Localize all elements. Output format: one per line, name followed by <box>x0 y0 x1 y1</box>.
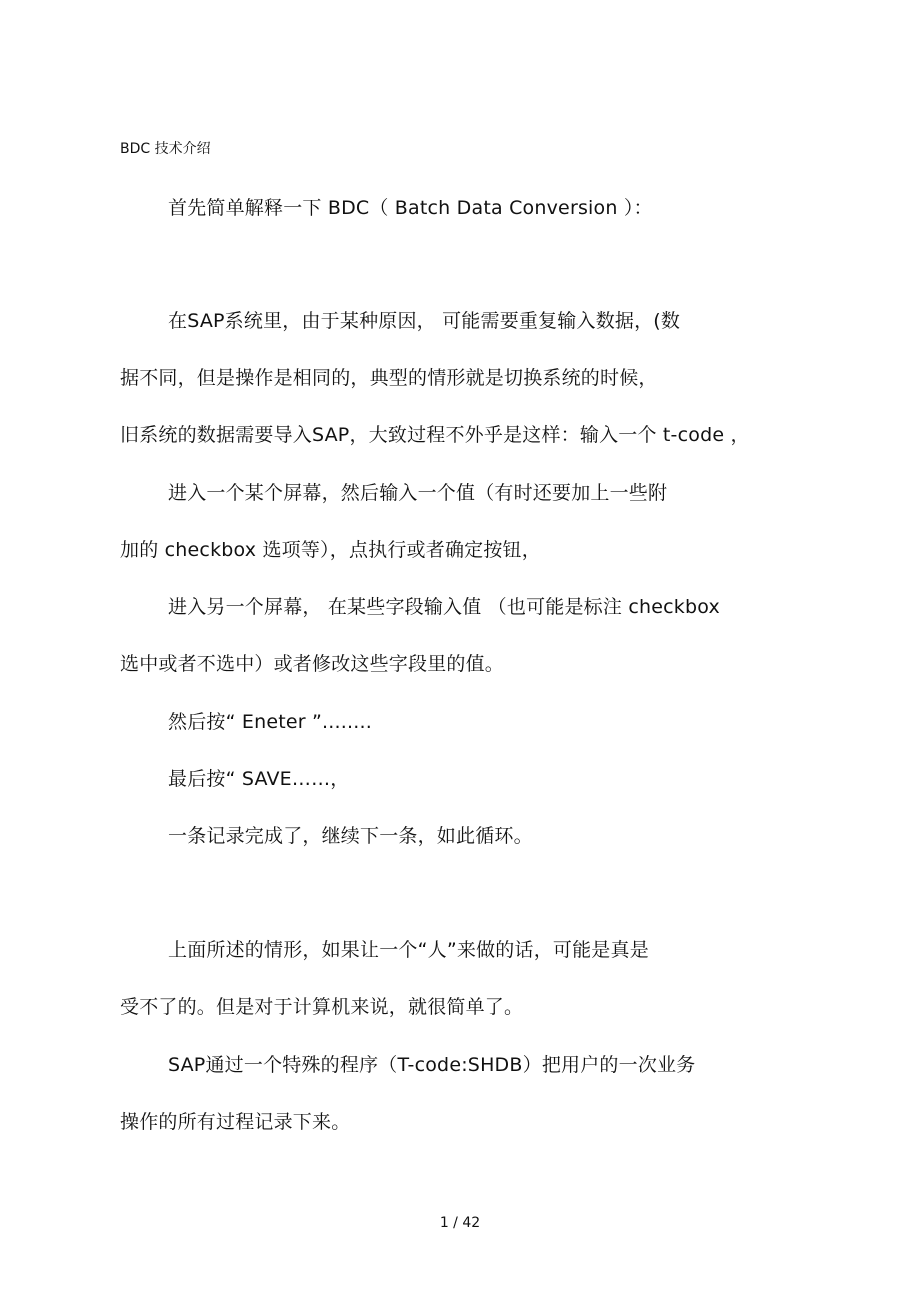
paragraph-line-10: 最后按“ SAVE……， <box>168 768 350 790</box>
document-title: BDC 技术介绍 <box>120 141 211 157</box>
paragraph-line-7: 进入另一个屏幕， 在某些字段输入值 （也可能是标注 checkbox <box>168 596 720 618</box>
paragraph-line-6: 加的 checkbox 选项等），点执行或者确定按钮， <box>120 539 541 561</box>
paragraph-line-9: 然后按“ Eneter ”........ <box>168 711 372 733</box>
paragraph-line-5: 进入一个某个屏幕，然后输入一个值（有时还要加上一些附 <box>168 482 668 504</box>
paragraph-line-4: 旧系统的数据需要导入SAP，大致过程不外乎是这样：输入一个 t-code ， <box>120 424 750 446</box>
paragraph-line-1: 首先简单解释一下 BDC（ Batch Data Conversion ）： <box>168 197 653 219</box>
paragraph-line-11: 一条记录完成了，继续下一条，如此循环。 <box>168 825 533 847</box>
paragraph-line-14: SAP通过一个特殊的程序（T-code:SHDB）把用户的一次业务 <box>168 1054 696 1076</box>
paragraph-line-15: 操作的所有过程记录下来。 <box>120 1111 351 1133</box>
paragraph-line-13: 受不了的。但是对于计算机来说，就很简单了。 <box>120 996 524 1018</box>
paragraph-line-2: 在SAP系统里，由于某种原因， 可能需要重复输入数据，(数 <box>168 310 681 332</box>
paragraph-line-8: 选中或者不选中）或者修改这些字段里的值。 <box>120 653 505 675</box>
paragraph-line-12: 上面所述的情形，如果让一个“人”来做的话，可能是真是 <box>168 939 649 961</box>
page-number: 1 / 42 <box>439 1215 481 1231</box>
paragraph-line-3: 据不同，但是操作是相同的，典型的情形就是切换系统的时候， <box>120 367 658 389</box>
